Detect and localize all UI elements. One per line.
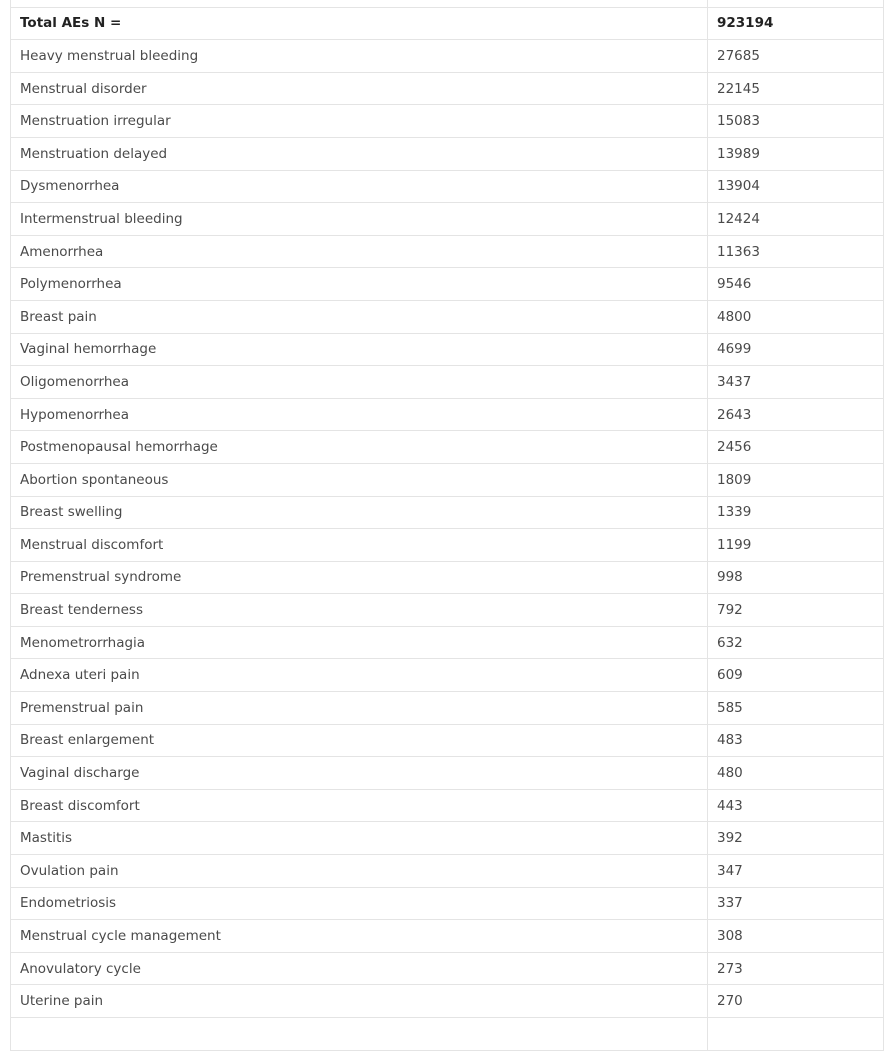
event-name-cell: Breast swelling: [11, 496, 708, 529]
event-name-cell: Vaginal discharge: [11, 757, 708, 790]
table-row-partial-top: [11, 0, 884, 7]
table-row: [11, 855, 884, 888]
event-count-cell: 480: [708, 757, 884, 790]
table-row: [11, 105, 884, 138]
table-row: [11, 333, 884, 366]
event-count-cell: 2643: [708, 398, 884, 431]
event-name-cell: Menstruation irregular: [11, 105, 708, 138]
event-name-cell: Menstrual disorder: [11, 72, 708, 105]
table-cell-empty: [11, 1018, 708, 1051]
table-row: [11, 268, 884, 301]
table-row: [11, 137, 884, 170]
event-count-cell: 308: [708, 920, 884, 953]
table-row: [11, 659, 884, 692]
event-count-cell: 337: [708, 887, 884, 920]
event-name-cell: Breast tenderness: [11, 594, 708, 627]
table-row: [11, 366, 884, 399]
event-count-cell: 13989: [708, 137, 884, 170]
event-name-cell: Premenstrual syndrome: [11, 561, 708, 594]
table-cell-empty: [708, 1018, 884, 1051]
event-name-cell: Breast discomfort: [11, 789, 708, 822]
event-count-cell: 27685: [708, 40, 884, 73]
event-count-cell: 273: [708, 952, 884, 985]
event-count-cell: 1809: [708, 463, 884, 496]
table-row: [11, 203, 884, 236]
table-row: [11, 496, 884, 529]
event-name-cell: Menstrual discomfort: [11, 529, 708, 562]
event-name-cell: Adnexa uteri pain: [11, 659, 708, 692]
event-count-cell: 998: [708, 561, 884, 594]
event-name-cell: Heavy menstrual bleeding: [11, 40, 708, 73]
event-count-cell: 483: [708, 724, 884, 757]
event-count-cell: 22145: [708, 72, 884, 105]
table-row: [11, 920, 884, 953]
event-count-cell: 392: [708, 822, 884, 855]
event-count-cell: 443: [708, 789, 884, 822]
event-count-cell: 4699: [708, 333, 884, 366]
event-name-cell: Menstruation delayed: [11, 137, 708, 170]
event-count-cell: 1339: [708, 496, 884, 529]
table-row: [11, 757, 884, 790]
table-row: [11, 529, 884, 562]
table-row: [11, 235, 884, 268]
event-count-cell: 11363: [708, 235, 884, 268]
event-name-cell: Hypomenorrhea: [11, 398, 708, 431]
table-row: [11, 300, 884, 333]
table-row: [11, 789, 884, 822]
event-name-cell: Mastitis: [11, 822, 708, 855]
table-row: [11, 561, 884, 594]
event-count-cell: 12424: [708, 203, 884, 236]
event-name-cell: Postmenopausal hemorrhage: [11, 431, 708, 464]
event-name-cell: Ovulation pain: [11, 855, 708, 888]
adverse-events-table: [10, 0, 884, 1051]
total-label-cell: Total AEs N =: [11, 7, 708, 40]
event-count-cell: 9546: [708, 268, 884, 301]
table-cell-empty: [11, 0, 708, 7]
table-row: [11, 985, 884, 1018]
event-name-cell: Dysmenorrhea: [11, 170, 708, 203]
table-row: [11, 170, 884, 203]
table-row-partial-bottom: [11, 1018, 884, 1051]
event-name-cell: Uterine pain: [11, 985, 708, 1018]
event-count-cell: 13904: [708, 170, 884, 203]
table-cell-empty: [708, 0, 884, 7]
event-count-cell: 2456: [708, 431, 884, 464]
event-name-cell: Menstrual cycle management: [11, 920, 708, 953]
event-name-cell: Amenorrhea: [11, 235, 708, 268]
event-count-cell: 3437: [708, 366, 884, 399]
table-row: [11, 40, 884, 73]
adverse-events-table-wrapper: [10, 0, 883, 1051]
table-row: [11, 822, 884, 855]
event-name-cell: Vaginal hemorrhage: [11, 333, 708, 366]
event-name-cell: Endometriosis: [11, 887, 708, 920]
event-name-cell: Anovulatory cycle: [11, 952, 708, 985]
table-row: [11, 463, 884, 496]
event-name-cell: Breast pain: [11, 300, 708, 333]
table-row: [11, 952, 884, 985]
event-name-cell: Premenstrual pain: [11, 692, 708, 725]
event-count-cell: 585: [708, 692, 884, 725]
table-row: [11, 594, 884, 627]
event-name-cell: Abortion spontaneous: [11, 463, 708, 496]
event-count-cell: 792: [708, 594, 884, 627]
event-count-cell: 609: [708, 659, 884, 692]
event-count-cell: 4800: [708, 300, 884, 333]
event-count-cell: 632: [708, 626, 884, 659]
event-name-cell: Menometrorrhagia: [11, 626, 708, 659]
event-name-cell: Oligomenorrhea: [11, 366, 708, 399]
total-value-cell: 923194: [708, 7, 884, 40]
event-count-cell: 15083: [708, 105, 884, 138]
table-header-row: [11, 7, 884, 40]
table-row: [11, 72, 884, 105]
event-count-cell: 347: [708, 855, 884, 888]
event-name-cell: Intermenstrual bleeding: [11, 203, 708, 236]
table-row: [11, 887, 884, 920]
event-count-cell: 1199: [708, 529, 884, 562]
event-name-cell: Polymenorrhea: [11, 268, 708, 301]
table-row: [11, 431, 884, 464]
table-row: [11, 626, 884, 659]
event-count-cell: 270: [708, 985, 884, 1018]
table-row: [11, 724, 884, 757]
table-row: [11, 398, 884, 431]
table-row: [11, 692, 884, 725]
event-name-cell: Breast enlargement: [11, 724, 708, 757]
